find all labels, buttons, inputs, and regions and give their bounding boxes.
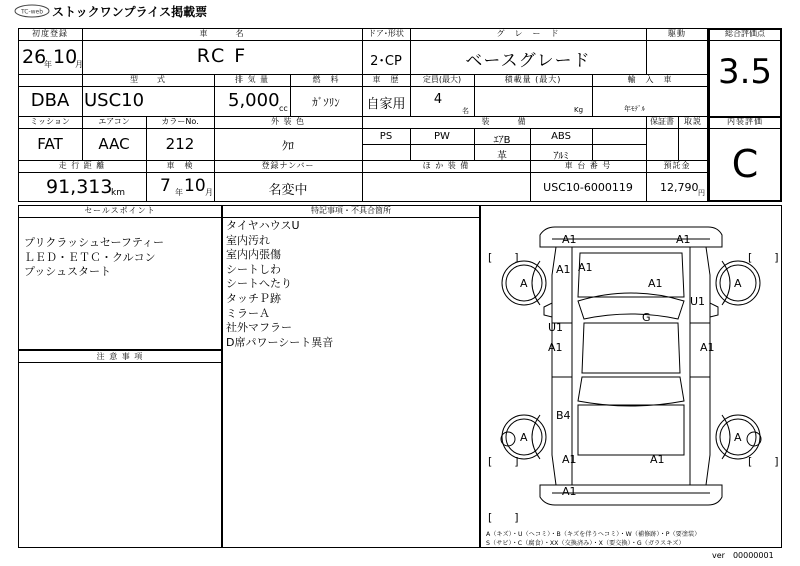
model-prefix: DBA bbox=[30, 90, 70, 111]
mark-tire-rr: A bbox=[734, 431, 742, 444]
mark-front-right: A1 bbox=[676, 233, 691, 246]
remark-item: シートへたり bbox=[226, 277, 292, 291]
left-rear-bracket: [ ] bbox=[488, 455, 519, 468]
sales-point-item: ＬＥＤ・ＥＴＣ・クルコン bbox=[24, 250, 156, 264]
notes-box bbox=[18, 350, 222, 548]
mission-value: FAT bbox=[37, 135, 63, 153]
other-equipment-label: ほ か 装 備 bbox=[422, 161, 470, 170]
mark-tire-fl: A bbox=[520, 277, 528, 290]
grade-label: グ レ ー ド bbox=[496, 29, 560, 38]
deposit-label: 預託金 bbox=[663, 161, 691, 170]
inspection-label: 車 検 bbox=[166, 161, 194, 170]
chassis-no-label: 車 台 番 号 bbox=[564, 161, 612, 170]
mileage-unit: km bbox=[111, 188, 125, 198]
reg-number-label: 登録ナンバー bbox=[261, 161, 315, 170]
chassis-no-value: USC10-6000119 bbox=[543, 181, 633, 194]
mark-rear-bumper: A1 bbox=[562, 485, 577, 498]
fuel-value: ｶﾞｿﾘﾝ bbox=[312, 96, 340, 109]
total-rating-value: 3.5 bbox=[717, 52, 773, 92]
sales-point-list bbox=[24, 236, 220, 280]
grade-value: ベースグレード bbox=[465, 51, 591, 71]
door-label: ドア･形状 bbox=[368, 29, 404, 38]
import-unit: 年ﾓﾃﾞﾙ bbox=[624, 105, 645, 113]
displacement-unit: cc bbox=[279, 104, 288, 113]
remark-item: 室内内張傷 bbox=[226, 248, 281, 262]
mark-front-bumper: A1 bbox=[562, 233, 577, 246]
model-value: USC10 bbox=[84, 90, 145, 111]
remark-item: ミラーＡ bbox=[226, 306, 270, 320]
mileage-value: 91,313 bbox=[46, 176, 113, 198]
car-diagram bbox=[480, 205, 782, 548]
mark-roof: G bbox=[642, 311, 651, 324]
reg-number-value: 名変中 bbox=[268, 183, 308, 198]
load-unit: Kg bbox=[574, 106, 584, 114]
interior-rating-label: 内装評価 bbox=[727, 117, 763, 126]
equip-abs: ABS bbox=[551, 131, 571, 142]
mark-right-door: A1 bbox=[700, 341, 715, 354]
color-no-value: 212 bbox=[165, 135, 195, 153]
document-title: ストックワンプライス掲載票 bbox=[52, 5, 208, 19]
equip-ps: PS bbox=[379, 131, 393, 142]
mark-rear-left: B4 bbox=[556, 409, 571, 422]
history-label: 車 歴 bbox=[372, 75, 400, 84]
equip-alloy: ｱﾙﾐ bbox=[553, 151, 569, 162]
legend-line-1: A（キズ）・U（ヘコミ）・B（キズを伴うヘコミ）・W（補修跡）・P（要塗装） bbox=[486, 531, 701, 538]
sales-point-item: プッシュスタート bbox=[24, 265, 112, 279]
mark-tire-fr: A bbox=[734, 277, 742, 290]
remark-item: 室内汚れ bbox=[226, 233, 270, 247]
mission-label: ミッション bbox=[30, 117, 70, 126]
first-reg-label: 初度登録 bbox=[32, 29, 68, 38]
right-front-bracket: [ ] bbox=[748, 251, 779, 264]
manual-label: 取説 bbox=[684, 117, 702, 126]
remark-item: シートしわ bbox=[226, 262, 281, 276]
equipment-label: 装 備 bbox=[481, 117, 527, 126]
model-label: 型 式 bbox=[130, 75, 166, 84]
remark-item: D席パワーシート異音 bbox=[226, 335, 334, 349]
mark-trunk-left: A1 bbox=[562, 453, 577, 466]
remarks-list bbox=[226, 219, 476, 350]
equip-leather: 革 bbox=[497, 151, 507, 162]
interior-rating-value: C bbox=[731, 142, 759, 186]
drive-label: 駆動 bbox=[668, 29, 686, 38]
remark-item: 社外マフラー bbox=[226, 321, 292, 335]
capacity-value: 4 bbox=[433, 92, 443, 107]
import-label: 輸 入 車 bbox=[627, 75, 673, 84]
name-label: 車 名 bbox=[199, 29, 245, 38]
aircon-value: AAC bbox=[98, 135, 130, 153]
displacement-value: 5,000 bbox=[228, 90, 280, 111]
inspection-value: 7 年 10 月 bbox=[160, 176, 213, 197]
mark-left-door-u: U1 bbox=[548, 321, 564, 334]
exterior-label: 外 装 色 bbox=[270, 117, 306, 126]
door-shape: 2･CP bbox=[370, 54, 402, 69]
remarks-label: 特記事項・不具合箇所 bbox=[311, 206, 391, 215]
sales-point-label: セールスポイント bbox=[84, 206, 156, 215]
mark-right-fender: U1 bbox=[690, 295, 706, 308]
exterior-value: ｸﾛ bbox=[281, 139, 294, 153]
equip-pw: PW bbox=[434, 131, 450, 142]
history-value: 自家用 bbox=[366, 97, 406, 112]
warranty-label: 保証書 bbox=[650, 117, 674, 126]
total-rating-label: 総合評価点 bbox=[725, 29, 765, 38]
tc-web-logo-icon bbox=[14, 4, 50, 18]
notes-label: 注 意 事 項 bbox=[96, 352, 144, 361]
remark-item: タイヤハウスU bbox=[226, 219, 300, 232]
fuel-label: 燃 料 bbox=[312, 75, 340, 84]
displacement-label: 排 気 量 bbox=[234, 75, 270, 84]
mark-left-door-a: A1 bbox=[548, 341, 563, 354]
load-label: 積載量 (最大) bbox=[504, 75, 562, 84]
mark-hood-right: A1 bbox=[648, 277, 663, 290]
aircon-label: エアコン bbox=[98, 117, 130, 126]
capacity-unit: 名 bbox=[462, 107, 469, 115]
version-text: ver 00000001 bbox=[712, 551, 774, 560]
bottom-bracket: [ ] bbox=[488, 511, 519, 524]
mark-front-left: A1 bbox=[556, 263, 571, 276]
mark-trunk-right: A1 bbox=[650, 453, 665, 466]
remark-item: タッチＰ跡 bbox=[226, 291, 281, 305]
deposit-value: 12,790 bbox=[660, 181, 699, 194]
right-rear-bracket: [ ] bbox=[748, 455, 779, 468]
left-front-bracket: [ ] bbox=[488, 251, 519, 264]
deposit-unit: 円 bbox=[698, 189, 705, 197]
color-no-label: カラーNo. bbox=[161, 117, 199, 126]
mileage-label: 走 行 距 離 bbox=[58, 161, 106, 170]
equip-airbag: ｴｱB bbox=[493, 135, 511, 146]
sales-point-item: プリクラッシュセーフティー bbox=[24, 236, 165, 249]
capacity-label: 定員(最大) bbox=[422, 75, 462, 84]
logo bbox=[14, 3, 50, 17]
mark-tire-rl: A bbox=[520, 431, 528, 444]
legend-line-2: S（サビ）・C（腐食）・XX（交換済み）・X（要交換）・G（ガラスキズ） bbox=[486, 540, 685, 547]
first-reg-value: 26 年 10 月 bbox=[22, 46, 83, 69]
car-name: RC F bbox=[196, 45, 248, 67]
svg-text:TC-web: TC-web bbox=[20, 8, 44, 16]
mark-hood-left: A1 bbox=[578, 261, 593, 274]
